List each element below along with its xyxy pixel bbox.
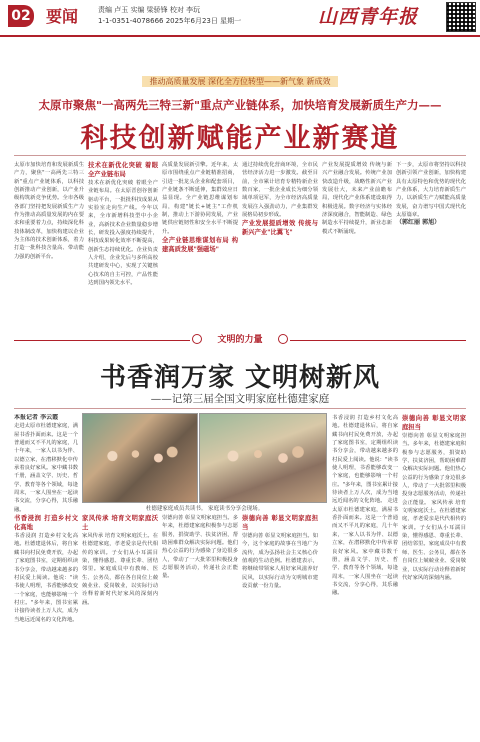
header-rule [0, 35, 480, 37]
article1-column: 通过持续优化营商环境，全市民营经济活力进一步激发。截至目前，全市累计培育专精特新企业数百家，一批企业成长为细分领域单项冠军，为全市经济高质量发展注入强劲动力，产业集群发展格局初步形成。 产业发展提质增效 传统与新兴产业"比翼飞" [242, 162, 318, 237]
article2-subhead: 家风传承 培育文明家庭沃土 [82, 515, 158, 531]
article2-column: 崇德向善 彰显文明家庭担当。多年来，杜德建家庭积极参与志愿服务，捐资助学、扶贫济困，帮助困难群众解决实际问题。他们热心公益的行为感染了身边很多人，带动了一大批邻里积极投身志愿服务活动，传递社会正能量。 [162, 515, 238, 580]
article1-column: 太原市加快培育和发展新质生产力，聚焦"一高两先三特三新"重点产业链体系，以科技创新推动产业创新，以产业升级构筑新竞争优势。全市各级各部门坚持把发展新质生产力作为推动高质量发展的内在要求和重要着力点，持续深化科技体制改革，加快构建以企业为主体的技术创新体系，着力打造一批科技含量高、带动能力强的创新平台。 [14, 162, 84, 260]
article1-headline: 科技创新赋能产业新赛道 [80, 123, 400, 154]
banner-slogan: 推动高质量发展 深化全方位转型——新气象 新成效 [142, 76, 338, 87]
article2-byline: 本报记者 李云霞 [14, 414, 59, 421]
page-label: 要闻 [46, 7, 79, 26]
article1-column: 高质量发展新引擎。近年来，太原市围绕重点产业链精准招商，引进一批龙头企业和配套项目，产业链条不断延伸，集群效应日益显现。全产业链思维谋划布局，构建"链长+链主"工作机制，推动上下游协同发展，产业链供应链韧性和安全水平不断提升。 全产业链思维谋划布局 构建高质发展"强磁场" [162, 162, 238, 254]
article2-subtitle: ——记第三届全国文明家庭杜德建家庭 [150, 393, 330, 405]
article2-column: 家风传承 培育文明家庭沃土 家风传承 培育文明家庭沃土。在杜德建家庭，孝老爱亲是代代相传的家训。子女们从小耳濡目染，懂得感恩、尊重长辈、团结邻里。家庭成员中有教师、医生、公务员，都在各自岗位上兢兢业业、爱岗敬业，以实际行动诠释着新时代好家风的深刻内涵。 [82, 515, 158, 606]
contact-line: 1-1-0351-4078666 2025年6月23日 星期一 [98, 17, 242, 25]
family-photo-2 [199, 413, 327, 503]
masthead-logo: 山西青年报 [318, 6, 419, 28]
editors-line: 责编 卢玉 实编 梁骄锋 校对 李玩 [98, 6, 201, 14]
qr-code-icon [446, 2, 476, 32]
page-number: 02 [8, 5, 34, 27]
article2-subhead: 崇德向善 彰显文明家庭担当 [402, 415, 466, 431]
article1-subhead: 产业发展提质增效 传统与新兴产业"比翼飞" [242, 220, 318, 237]
article2-column: 崇德向善 彰显文明家庭担当 崇德向善 彰显文明家庭担当。多年来，杜德建家庭积极参与志愿服务，捐资助学、扶贫济困，帮助困难群众解决实际问题。他们热心公益的行为感染了身边很多人，带动了一大批邻里积极投身志愿服务活动，传递社会正能量。 家风传承 培育文明家庭沃土。在杜德建家庭，孝老爱亲是代代相传的家训。子女们从小耳濡目染，懂得感恩、尊重长辈、团结邻里。家庭成员中有教师、医生、公务员，都在各自岗位上兢兢业业、爱岗敬业，以实际行动诠释着新时代好家风的深刻内涵。 [402, 415, 466, 581]
article2-subhead: 崇德向善 彰显文明家庭担当 [242, 515, 318, 531]
article2-subhead: 书香浸润 打造乡村文化高地 [14, 515, 78, 532]
article2-column: 本报记者 李云霞 走进太原市杜德建家庭，满屋书香扑面而来。这是一个普通而又不平凡的家庭，几十年来，一家人以书为伴、以德立家，在潜移默化中传承着良好家风。家中藏书数千册，涵盖文学、历史、哲学、教育等各个领域，每逢周末，一家人围坐在一起读书交流，分享心得，其乐融融。 书香浸润 打造乡村文化高地 书香浸润 打造乡村文化高地。杜德建退休后，将自家藏书向村民免费开放，办起了家庭图书室，定期组织读书分享会，带动越来越多的村民爱上阅读。他说："读书使人明理，书香能够改变一个家庭，也能够影响一个村庄。"多年来，图书室累计接待读者上万人次，成为当地远近闻名的文化阵地。 [14, 414, 78, 623]
article2-column: 书香浸润 打造乡村文化高地。杜德建退休后，将自家藏书向村民免费开放，办起了家庭图书室，定期组织读书分享会，带动越来越多的村民爱上阅读。他说："读书使人明理，书香能够改变一个家庭，也能够影响一个村庄。"多年来，图书室累计接待读者上万人次，成为当地远近闻名的文化阵地。 走进太原市杜德建家庭，满屋书香扑面而来。这是一个普通而又不平凡的家庭，几十年来，一家人以书为伴、以德立家，在潜移默化中传承着良好家风。家中藏书数千册，涵盖文学、历史、哲学、教育等各个领域，每逢周末，一家人围坐在一起读书交流，分享心得，其乐融融。 [332, 415, 398, 597]
article2-headline: 书香润万家 文明树新风 [99, 363, 381, 393]
family-photo-1 [82, 413, 198, 503]
article1-subhead: 全产业链思维谋划布局 构建高质发展"强磁场" [162, 237, 238, 254]
article1-signature: （郭红丽 郭旭） [396, 219, 441, 227]
divider [14, 155, 466, 156]
divider [14, 408, 466, 409]
section-label: 文明的力量 [217, 335, 263, 345]
article1-column: 产业发展提质增效 传统与新兴产业融合发展。传统产业加快改造升级，战略性新兴产业发展壮大，未来产业前瞻布局，现代化产业体系建设取得积极进展。数字经济与实体经济深度融合，智能制造、绿色制造水平持续提升，新业态新模式不断涌现。 [322, 162, 392, 235]
article1-kicker: 太原市聚焦"一高两先三特三新"重点产业链体系，加快培育发展新质生产力—— [38, 98, 442, 112]
article2-column: 崇德向善 彰显文明家庭担当 崇德向善 彰显文明家庭担当。如今，这个家庭的故事在当地广为流传，成为弘扬社会主义核心价值观的生动范例。杜德建表示，将继续带领家人用好家风滋养好民风，以实际行动为文明城市建设贡献一份力量。 [242, 515, 318, 590]
photo-caption: 杜德建家庭成员共读书。 家庭读书分享会现场。 [145, 506, 264, 512]
article1-column: 下一步，太原市将坚持以科技创新引领产业创新，加快构建具有太原特色和优势的现代化产业体系，大力培育新质生产力，以新质生产力赋能高质量发展，奋力谱写中国式现代化太原篇章。 （郭红丽 郭旭） [396, 162, 466, 227]
article1-subhead: 技术在新优化突破 着眼全产业链布局 [88, 162, 158, 178]
article1-column: 技术在新优化突破 着眼全产业链布局 技术在新优化突破 着眼全产业链布局。在太原晋创谷创新驱动平台，一批批科技成果从实验室走向生产线。今年以来，全市新增科技型中小企业，高新技术企业数量稳步增长，研发投入强度持续提升，科技成果转化效率不断提高，创新生态持续优化。企业负责人介绍，企业先后与多所高校共建研发中心，实现了关键核心技术的自主可控，产品性能达到国内领先水平。 [88, 162, 158, 287]
